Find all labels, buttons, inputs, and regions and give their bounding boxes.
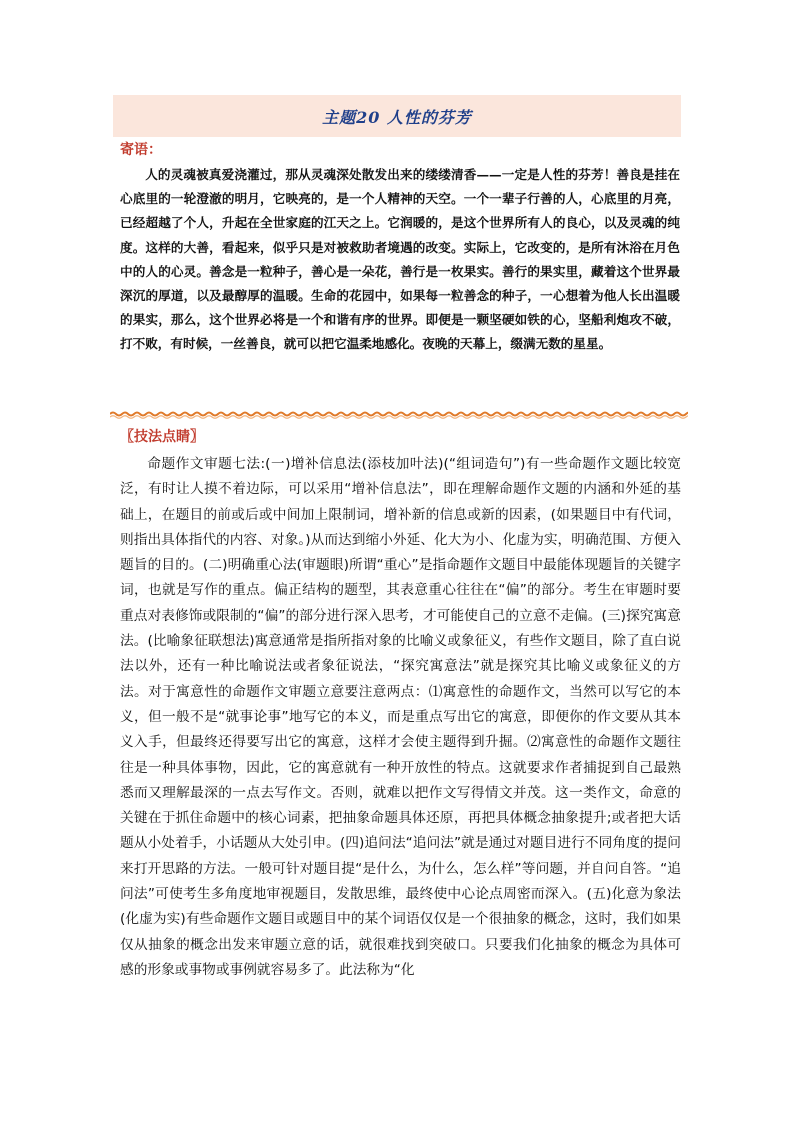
jiyu-text: 人的灵魂被真爱浇灌过，那从灵魂深处散发出来的缕缕清香——一定是人性的芬芳！善良是挂在心底里的一轮澄澈的明月，它映亮的，是一个人精神的天空。一个一辈子行善的人，心底里的月亮，已经超越了个人，升起在全世家庭的江天之上。它润暖的，是这个世界所有人的良心，以及灵魂的纯度。这样的大善，看起来，似乎只是对被救助者境遇的改变。实际上，它改变的，是所有沐浴在月色中的人的心灵。善念是一粒种子，善心是一朵花，善行是一枚果实。善行的果实里，藏着这个世界最深沉的厚道，以及最醇厚的温暖。生命的花园中，如果每一粒善念的种子，一心想着为他人长出温暖的果实，那么，这个世界必将是一个和谐有序的世界。即便是一颗坚硬如铁的心，坚船利炮攻不破，打不败，有时候，一丝善良，就可以把它温柔地感化。夜晚的天幕上，缀满无数的星星。 bbox=[120, 167, 680, 352]
title-band bbox=[113, 95, 681, 137]
jifa-label: 〖技法点睛〗 bbox=[120, 429, 204, 445]
jiyu-label: 寄语： bbox=[120, 142, 162, 158]
page-title: 主题20 人性的芬芳 bbox=[322, 107, 472, 127]
wavy-divider bbox=[110, 408, 688, 422]
jiyu-paragraph bbox=[120, 163, 680, 357]
jifa-paragraph: 命题作文审题七法:(一)增补信息法(添枝加叶法)(“组词造句”)有一些命题作文题比较宽泛，有时让人摸不着边际，可以采用“增补信息法”，即在理解命题作文题的内涵和外延的基础上，在题目的前或后或中间加上限制词，增补新的信息或新的因素，(如果题目中有代词，则指出具体指代的内容、对象。)从而达到缩小外延、化大为小、化虚为实，明确范围、方便入题旨的目的。(二)明确重心法(审题眼)所谓“重心”是指命题作文题目中最能体现题旨的关键字词，也就是写作的重点。偏正结构的题型，其表意重心往往在“偏”的部分。考生在审题时要重点对表修饰或限制的“偏”的部分进行深入思考，才可能使自己的立意不走偏。(三)探究寓意法。(比喻象征联想法)寓意通常是指所指对象的比喻义或象征义，有些作文题目，除了直白说法以外，还有一种比喻说法或者象征说法，“探究寓意法”就是探究其比喻义或象征义的方法。对于寓意性的命题作文审题立意要注意两点：⑴寓意性的命题作文，当然可以写它的本义，但一般不是“就事论事”地写它的本义，而是重点写出它的寓意，即便你的作文要从其本义入手，但最终还得要写出它的寓意，这样才会使主题得到升掘。⑵寓意性的命题作文题往往是一种具体事物，因此，它的寓意就有一种开放性的特点。这就要求作者捕捉到自己最熟悉而又理解最深的一点去写作文。否则，就难以把作文写得情文并茂。这一类作文，命意的关键在于抓住命题中的核心词素，把抽象命题具体还原，再把具体概念抽象提升;或者把大话题从小处着手，小话题从大处引申。(四)追问法“追问法”就是通过对题目进行不同角度的提问来打开思路的方法。一般可针对题目提“是什么，为什么，怎么样”等问题，并自问自答。“追问法”可使考生多角度地审视题目，发散思维，最终使中心论点周密而深入。(五)化意为象法(化虚为实)有些命题作文题目或题目中的某个词语仅仅是一个很抽象的概念，这时，我们如果仅从抽象的概念出发来审题立意的话，就很难找到突破口。只要我们化抽象的概念为具体可感的形象或事物或事例就容易多了。此法称为“化 bbox=[120, 456, 681, 978]
